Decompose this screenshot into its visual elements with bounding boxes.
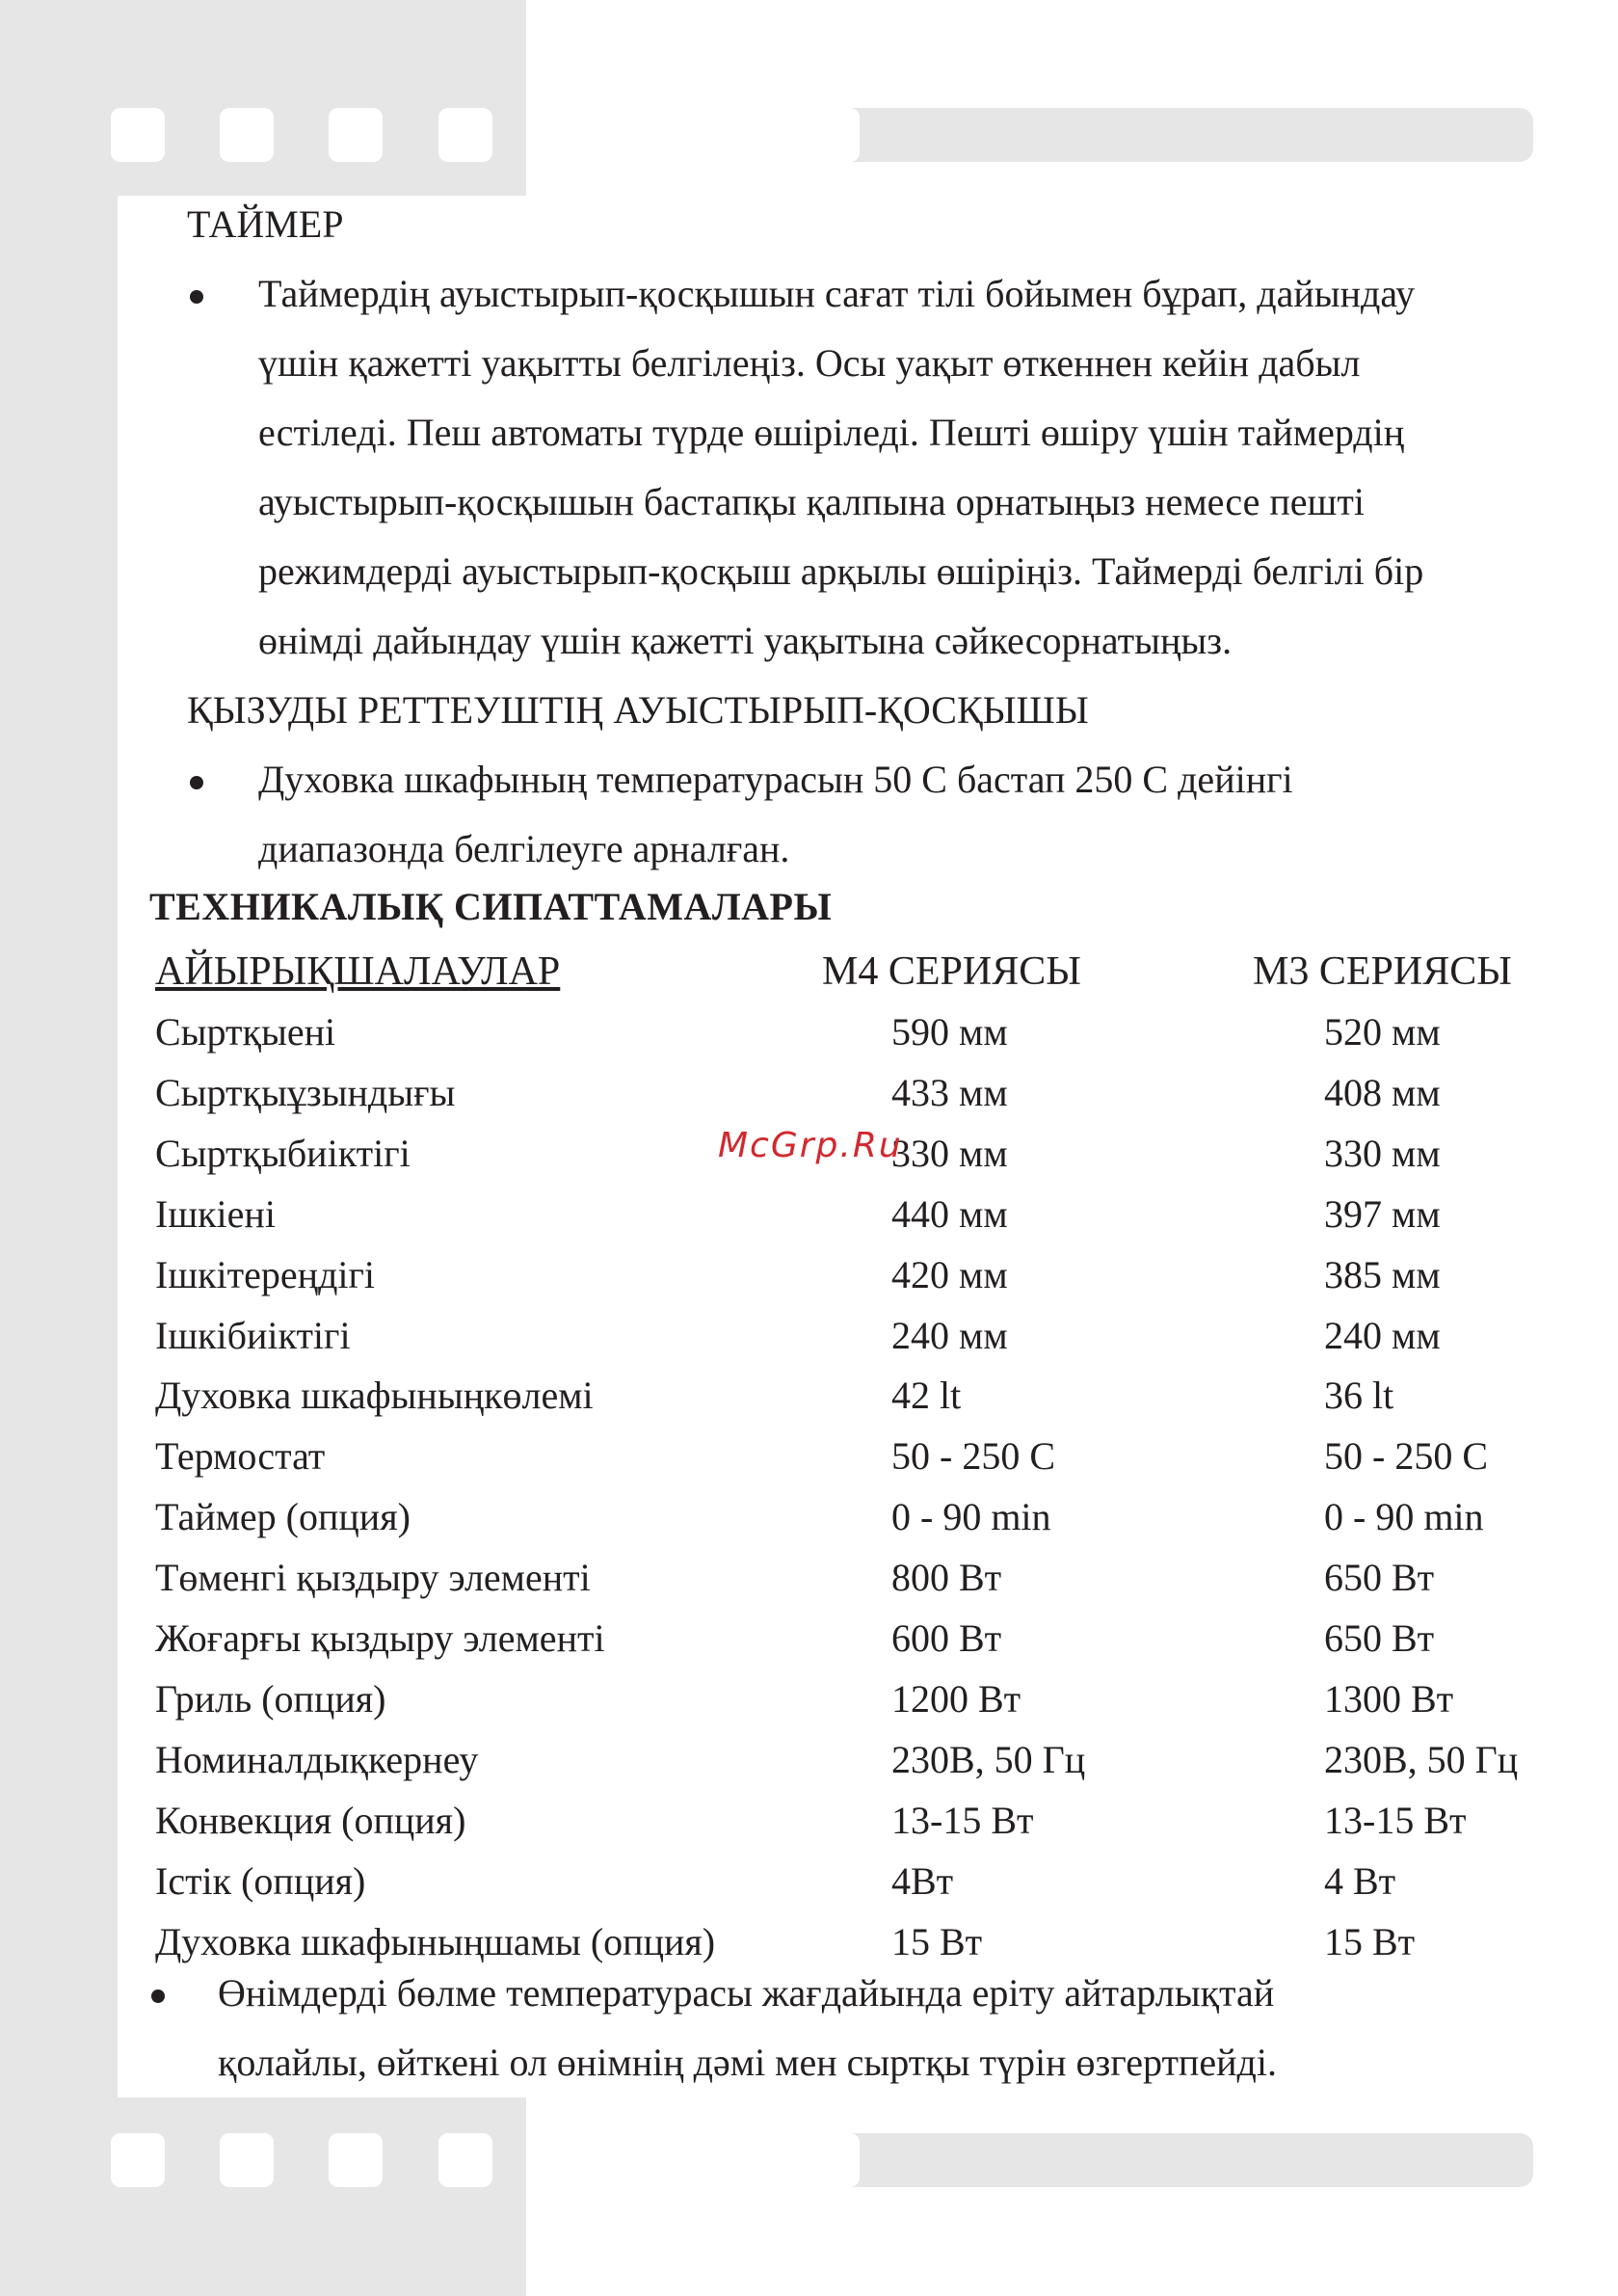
spec-label: Сыртқыені	[155, 1010, 336, 1054]
thermostat-line-2: диапазонда белгілеуге арналған.	[258, 827, 790, 870]
timer-line-1: Таймердің ауыстырып-қосқышын сағат тілі бойымен бұрап, дайындау	[258, 272, 1416, 315]
film-hole	[438, 2133, 492, 2187]
spec-value-m4: 800 Вт	[891, 1556, 1002, 1599]
spec-label: Сыртқыбиіктігі	[155, 1132, 411, 1175]
section-title-thermostat: ҚЫЗУДЫ РЕТТЕУШТІҢ АУЫСТЫРЫП-ҚОСҚЫШЫ	[187, 688, 1089, 732]
note-line-1: Өнімдерді бөлме температурасы жағдайында еріту айтарлықтай	[218, 1971, 1275, 2015]
spec-value-m4: 330 мм	[891, 1132, 1008, 1175]
bullet	[190, 776, 203, 789]
spec-value-m4: 240 мм	[891, 1314, 1008, 1357]
film-hole	[329, 2133, 383, 2187]
spec-value-m4: 420 мм	[891, 1253, 1008, 1296]
film-strip-top	[806, 108, 1533, 162]
spec-label: Төменгі қыздыру элементі	[155, 1556, 591, 1599]
spec-value-m4: 600 Вт	[891, 1616, 1002, 1660]
film-hole	[329, 108, 383, 162]
spec-value-m3: 50 - 250 С	[1324, 1434, 1488, 1478]
film-strip-bottom	[806, 2133, 1533, 2187]
spec-label: Сыртқыұзындығы	[155, 1071, 456, 1114]
spec-label: Ішкіені	[155, 1192, 276, 1236]
specs-header-m4: М4 СЕРИЯСЫ	[822, 949, 1081, 994]
spec-label: Ішкібиіктігі	[155, 1314, 351, 1357]
spec-value-m4: 1200 Вт	[891, 1677, 1021, 1721]
spec-value-m3: 13-15 Вт	[1324, 1799, 1467, 1842]
spec-value-m4: 42 lt	[891, 1374, 962, 1417]
spec-value-m4: 433 мм	[891, 1071, 1008, 1114]
timer-line-4: ауыстырып-қосқышын бастапқы қалпына орнатыңыз немесе пешті	[258, 480, 1365, 523]
specs-title: ТЕХНИКАЛЫҚ СИПАТТАМАЛАРЫ	[149, 885, 833, 928]
film-hole	[806, 108, 860, 162]
spec-value-m3: 397 мм	[1324, 1192, 1441, 1236]
timer-line-6: өнімді дайындау үшін қажетті уақытына сәйкесорнатыңыз.	[258, 619, 1233, 662]
spec-label: Жоғарғы қыздыру элементі	[155, 1616, 605, 1660]
spec-value-m3: 36 lt	[1324, 1374, 1394, 1417]
spec-value-m3: 385 мм	[1324, 1253, 1441, 1296]
note-line-2: қолайлы, өйткені ол өнімнің дәмі мен сыртқы түрін өзгертпейді.	[218, 2041, 1277, 2084]
film-hole	[220, 108, 274, 162]
film-hole	[438, 108, 492, 162]
spec-label: Гриль (опция)	[155, 1677, 386, 1721]
timer-line-5: режимдерді ауыстырып-қосқыш арқылы өшіріңіз. Таймерді белгілі бір	[258, 549, 1424, 593]
spec-value-m3: 240 мм	[1324, 1314, 1441, 1357]
film-hole	[111, 108, 165, 162]
spec-value-m4: 4Вт	[891, 1859, 954, 1903]
spec-value-m4: 230В, 50 Гц	[891, 1738, 1086, 1781]
section-title-timer: ТАЙМЕР	[187, 202, 344, 246]
spec-value-m3: 0 - 90 min	[1324, 1495, 1484, 1538]
spec-label: Істік (опция)	[155, 1859, 366, 1903]
spec-value-m4: 590 мм	[891, 1010, 1008, 1054]
spec-label: Конвекция (опция)	[155, 1799, 466, 1842]
spec-value-m4: 13-15 Вт	[891, 1799, 1034, 1842]
spec-value-m3: 408 мм	[1324, 1071, 1441, 1114]
spec-label: Духовка шкафыныңшамы (опция)	[155, 1920, 716, 1963]
bullet	[190, 290, 203, 304]
spec-value-m3: 15 Вт	[1324, 1920, 1416, 1963]
spec-value-m3: 650 Вт	[1324, 1616, 1435, 1660]
watermark: McGrp.Ru	[718, 1126, 903, 1165]
spec-value-m3: 330 мм	[1324, 1132, 1441, 1175]
spec-value-m3: 4 Вт	[1324, 1859, 1396, 1903]
spec-value-m4: 0 - 90 min	[891, 1495, 1051, 1538]
spec-label: Термостат	[155, 1434, 326, 1478]
spec-label: Номиналдықкернеу	[155, 1738, 479, 1781]
spec-value-m4: 440 мм	[891, 1192, 1008, 1236]
film-hole	[220, 2133, 274, 2187]
timer-line-2: үшін қажетті уақытты белгілеңіз. Осы уақыт өткеннен кейін дабыл	[258, 341, 1361, 385]
spec-value-m3: 1300 Вт	[1324, 1677, 1454, 1721]
spec-value-m4: 50 - 250 С	[891, 1434, 1055, 1478]
film-hole	[806, 2133, 860, 2187]
specs-header-feature: АЙЫРЫҚШАЛАУЛАР	[155, 949, 561, 994]
thermostat-line-1: Духовка шкафының температурасын 50 С бастап 250 С дейінгі	[258, 758, 1293, 801]
spec-label: Духовка шкафыныңкөлемі	[155, 1374, 594, 1417]
spec-value-m3: 650 Вт	[1324, 1556, 1435, 1599]
timer-line-3: естіледі. Пеш автоматы түрде өшіріледі. Пешті өшіру үшін таймердің	[258, 411, 1405, 454]
spec-label: Ішкітереңдігі	[155, 1253, 376, 1296]
bullet	[151, 1989, 165, 2003]
spec-value-m4: 15 Вт	[891, 1920, 983, 1963]
spec-value-m3: 230В, 50 Гц	[1324, 1738, 1519, 1781]
film-hole	[111, 2133, 165, 2187]
spec-value-m3: 520 мм	[1324, 1010, 1441, 1054]
specs-header-m3: М3 СЕРИЯСЫ	[1253, 949, 1512, 994]
spec-label: Таймер (опция)	[155, 1495, 411, 1538]
